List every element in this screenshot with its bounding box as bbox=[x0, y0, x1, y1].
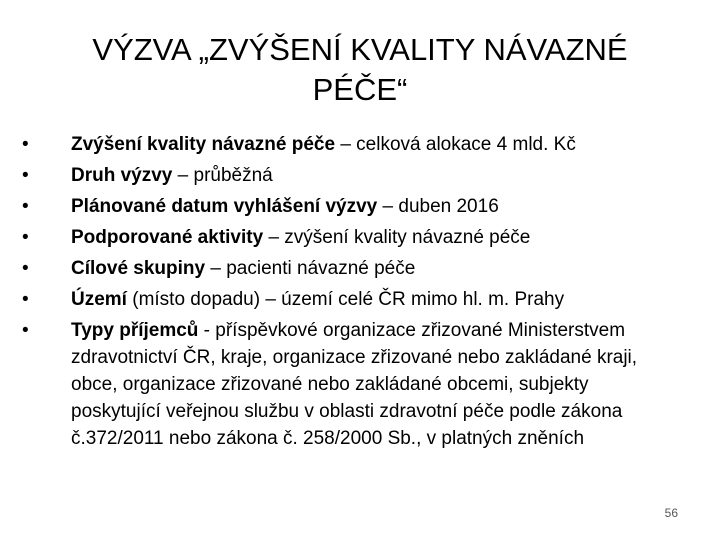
slide-title bbox=[60, 30, 660, 110]
bullet-text: - příspěvkové organizace zřizované Ministerstvem zdravotnictví ČR, kraje, organizace zřizované nebo zakládané kraji, obce, organizace zřizované nebo zakládané obcemi, subjekty poskytující veřejnou službu v oblasti zdravotní péče podle zákona č.372/2011 nebo zákona č. 258/2000 Sb., v platných zněních bbox=[71, 320, 638, 449]
bullet-term: Druh výzvy bbox=[71, 165, 173, 186]
bullet-item-territory bbox=[22, 286, 682, 313]
bullet-text: (místo dopadu) – území celé ČR mimo hl. m. Prahy bbox=[126, 289, 565, 310]
slide-title-line-2: PÉČE“ bbox=[312, 72, 408, 107]
bullet-icon: • bbox=[22, 227, 29, 248]
bullet-item-planned-date bbox=[22, 193, 682, 220]
bullet-item-call-type bbox=[22, 162, 682, 189]
bullet-icon: • bbox=[22, 289, 29, 310]
bullet-text: – průběžná bbox=[172, 165, 273, 186]
bullet-list bbox=[22, 131, 682, 456]
bullet-icon: • bbox=[22, 258, 29, 279]
bullet-icon: • bbox=[22, 320, 29, 341]
bullet-text: – zvýšení kvality návazné péče bbox=[263, 227, 531, 248]
bullet-term: Zvýšení kvality návazné péče bbox=[71, 134, 336, 155]
bullet-item-activities bbox=[22, 224, 682, 251]
bullet-term: Typy příjemců bbox=[71, 320, 199, 341]
bullet-text: – duben 2016 bbox=[377, 196, 499, 217]
bullet-item-recipients bbox=[22, 317, 682, 452]
slide-title-line-1: VÝZVA „ZVÝŠENÍ KVALITY NÁVAZNÉ bbox=[92, 32, 628, 67]
bullet-term: Plánované datum vyhlášení výzvy bbox=[71, 196, 378, 217]
bullet-icon: • bbox=[22, 196, 29, 217]
bullet-term: Území bbox=[71, 289, 127, 310]
bullet-text: – celková alokace 4 mld. Kč bbox=[335, 134, 576, 155]
bullet-item-target-groups bbox=[22, 255, 682, 282]
bullet-text: – pacienti návazné péče bbox=[205, 258, 416, 279]
bullet-icon: • bbox=[22, 134, 29, 155]
bullet-item-allocation bbox=[22, 131, 682, 158]
bullet-icon: • bbox=[22, 165, 29, 186]
bullet-term: Podporované aktivity bbox=[71, 227, 264, 248]
bullet-term: Cílové skupiny bbox=[71, 258, 206, 279]
page-number: 56 bbox=[664, 506, 678, 520]
